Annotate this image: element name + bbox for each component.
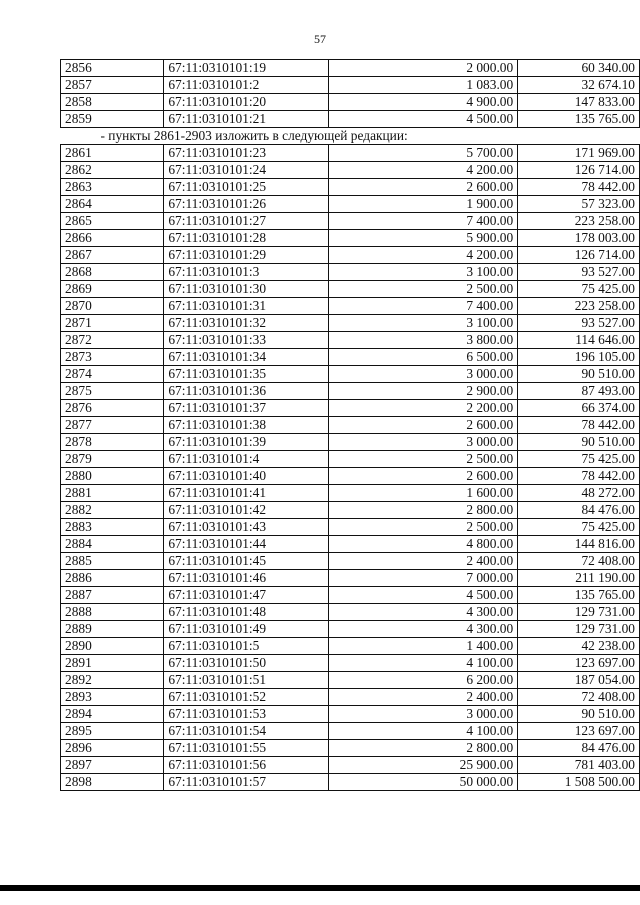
- amendment-note: - пункты 2861-2903 изложить в следующей редакции:: [61, 128, 640, 145]
- row-number-cell: 2880: [61, 468, 164, 485]
- cadastral-number-cell: 67:11:0310101:5: [164, 638, 328, 655]
- cadastral-number-cell: 67:11:0310101:47: [164, 587, 328, 604]
- cadastral-number-cell: 67:11:0310101:19: [164, 60, 328, 77]
- value-cell: 781 403.00: [518, 757, 640, 774]
- table-row: [61, 213, 640, 230]
- value-cell: 126 714.00: [518, 162, 640, 179]
- table-row: [61, 434, 640, 451]
- value-cell: 60 340.00: [518, 60, 640, 77]
- value-cell: 90 510.00: [518, 706, 640, 723]
- value-cell: 129 731.00: [518, 604, 640, 621]
- value-cell: 32 674.10: [518, 77, 640, 94]
- cadastral-number-cell: 67:11:0310101:41: [164, 485, 328, 502]
- value-cell: 57 323.00: [518, 196, 640, 213]
- row-number-cell: 2893: [61, 689, 164, 706]
- row-number-cell: 2871: [61, 315, 164, 332]
- area-cell: 2 800.00: [328, 502, 518, 519]
- row-number-cell: 2881: [61, 485, 164, 502]
- row-number-cell: 2896: [61, 740, 164, 757]
- area-cell: 1 400.00: [328, 638, 518, 655]
- value-cell: 42 238.00: [518, 638, 640, 655]
- cadastral-number-cell: 67:11:0310101:45: [164, 553, 328, 570]
- table-row: [61, 774, 640, 791]
- row-number-cell: 2859: [61, 111, 164, 128]
- area-cell: 4 900.00: [328, 94, 518, 111]
- page-bottom-rule: [0, 885, 640, 891]
- cadastral-number-cell: 67:11:0310101:43: [164, 519, 328, 536]
- row-number-cell: 2869: [61, 281, 164, 298]
- table-row: [61, 757, 640, 774]
- row-number-cell: 2856: [61, 60, 164, 77]
- cadastral-number-cell: 67:11:0310101:44: [164, 536, 328, 553]
- area-cell: 4 500.00: [328, 587, 518, 604]
- table-row: [61, 723, 640, 740]
- area-cell: 3 000.00: [328, 366, 518, 383]
- value-cell: 123 697.00: [518, 723, 640, 740]
- table-row: [61, 485, 640, 502]
- area-cell: 3 000.00: [328, 706, 518, 723]
- area-cell: 1 083.00: [328, 77, 518, 94]
- area-cell: 4 200.00: [328, 162, 518, 179]
- row-number-cell: 2872: [61, 332, 164, 349]
- table-row: [61, 400, 640, 417]
- table-row: [61, 77, 640, 94]
- area-cell: 7 000.00: [328, 570, 518, 587]
- cadastral-number-cell: 67:11:0310101:53: [164, 706, 328, 723]
- cadastral-number-cell: 67:11:0310101:52: [164, 689, 328, 706]
- cadastral-number-cell: 67:11:0310101:48: [164, 604, 328, 621]
- area-cell: 4 100.00: [328, 655, 518, 672]
- value-cell: 171 969.00: [518, 145, 640, 162]
- cadastral-number-cell: 67:11:0310101:46: [164, 570, 328, 587]
- value-cell: 75 425.00: [518, 451, 640, 468]
- cadastral-number-cell: 67:11:0310101:33: [164, 332, 328, 349]
- value-cell: 87 493.00: [518, 383, 640, 400]
- row-number-cell: 2895: [61, 723, 164, 740]
- table-row: [61, 111, 640, 128]
- cadastral-number-cell: 67:11:0310101:26: [164, 196, 328, 213]
- value-cell: 135 765.00: [518, 111, 640, 128]
- table-row: [61, 519, 640, 536]
- area-cell: 2 400.00: [328, 553, 518, 570]
- area-cell: 2 800.00: [328, 740, 518, 757]
- row-number-cell: 2897: [61, 757, 164, 774]
- area-cell: 6 200.00: [328, 672, 518, 689]
- table-row: [61, 417, 640, 434]
- row-number-cell: 2884: [61, 536, 164, 553]
- row-number-cell: 2889: [61, 621, 164, 638]
- table-row: [61, 655, 640, 672]
- row-number-cell: 2885: [61, 553, 164, 570]
- area-cell: 3 800.00: [328, 332, 518, 349]
- value-cell: 135 765.00: [518, 587, 640, 604]
- cadastral-number-cell: 67:11:0310101:34: [164, 349, 328, 366]
- table-row: [61, 145, 640, 162]
- row-number-cell: 2877: [61, 417, 164, 434]
- cadastral-number-cell: 67:11:0310101:38: [164, 417, 328, 434]
- amendment-note-row: [61, 128, 640, 145]
- value-cell: 78 442.00: [518, 468, 640, 485]
- area-cell: 2 600.00: [328, 417, 518, 434]
- value-cell: 90 510.00: [518, 434, 640, 451]
- row-number-cell: 2870: [61, 298, 164, 315]
- row-number-cell: 2866: [61, 230, 164, 247]
- table-row: [61, 502, 640, 519]
- value-cell: 72 408.00: [518, 553, 640, 570]
- value-cell: 75 425.00: [518, 281, 640, 298]
- value-cell: 126 714.00: [518, 247, 640, 264]
- cadastral-number-cell: 67:11:0310101:37: [164, 400, 328, 417]
- table-row: [61, 264, 640, 281]
- area-cell: 5 700.00: [328, 145, 518, 162]
- area-cell: 2 600.00: [328, 179, 518, 196]
- value-cell: 114 646.00: [518, 332, 640, 349]
- cadastral-number-cell: 67:11:0310101:31: [164, 298, 328, 315]
- table-row: [61, 706, 640, 723]
- table-body: [61, 60, 640, 791]
- table-row: [61, 536, 640, 553]
- table-row: [61, 604, 640, 621]
- value-cell: 84 476.00: [518, 502, 640, 519]
- table-row: [61, 162, 640, 179]
- row-number-cell: 2878: [61, 434, 164, 451]
- cadastral-number-cell: 67:11:0310101:49: [164, 621, 328, 638]
- value-cell: 123 697.00: [518, 655, 640, 672]
- area-cell: 1 600.00: [328, 485, 518, 502]
- cadastral-number-cell: 67:11:0310101:56: [164, 757, 328, 774]
- table-row: [61, 366, 640, 383]
- cadastral-number-cell: 67:11:0310101:57: [164, 774, 328, 791]
- table-row: [61, 570, 640, 587]
- cadastral-number-cell: 67:11:0310101:42: [164, 502, 328, 519]
- value-cell: 1 508 500.00: [518, 774, 640, 791]
- cadastral-number-cell: 67:11:0310101:24: [164, 162, 328, 179]
- table-row: [61, 587, 640, 604]
- area-cell: 3 100.00: [328, 315, 518, 332]
- page-number: 57: [314, 32, 326, 46]
- value-cell: 223 258.00: [518, 298, 640, 315]
- value-cell: 78 442.00: [518, 417, 640, 434]
- area-cell: 3 100.00: [328, 264, 518, 281]
- area-cell: 4 500.00: [328, 111, 518, 128]
- area-cell: 2 600.00: [328, 468, 518, 485]
- value-cell: 90 510.00: [518, 366, 640, 383]
- row-number-cell: 2867: [61, 247, 164, 264]
- table-row: [61, 247, 640, 264]
- area-cell: 2 500.00: [328, 451, 518, 468]
- table-row: [61, 740, 640, 757]
- cadastral-number-cell: 67:11:0310101:4: [164, 451, 328, 468]
- area-cell: 2 500.00: [328, 519, 518, 536]
- row-number-cell: 2865: [61, 213, 164, 230]
- cadastral-number-cell: 67:11:0310101:55: [164, 740, 328, 757]
- cadastral-number-cell: 67:11:0310101:3: [164, 264, 328, 281]
- area-cell: 4 200.00: [328, 247, 518, 264]
- table-row: [61, 196, 640, 213]
- row-number-cell: 2887: [61, 587, 164, 604]
- area-cell: 2 400.00: [328, 689, 518, 706]
- row-number-cell: 2890: [61, 638, 164, 655]
- value-cell: 48 272.00: [518, 485, 640, 502]
- table-row: [61, 281, 640, 298]
- row-number-cell: 2886: [61, 570, 164, 587]
- cadastral-number-cell: 67:11:0310101:39: [164, 434, 328, 451]
- table-row: [61, 179, 640, 196]
- value-cell: 66 374.00: [518, 400, 640, 417]
- cadastral-number-cell: 67:11:0310101:28: [164, 230, 328, 247]
- cadastral-number-cell: 67:11:0310101:36: [164, 383, 328, 400]
- table-row: [61, 383, 640, 400]
- row-number-cell: 2891: [61, 655, 164, 672]
- table-row: [61, 60, 640, 77]
- value-cell: 144 816.00: [518, 536, 640, 553]
- area-cell: 2 200.00: [328, 400, 518, 417]
- row-number-cell: 2868: [61, 264, 164, 281]
- row-number-cell: 2857: [61, 77, 164, 94]
- cadastral-number-cell: 67:11:0310101:50: [164, 655, 328, 672]
- area-cell: 4 300.00: [328, 604, 518, 621]
- area-cell: 7 400.00: [328, 213, 518, 230]
- row-number-cell: 2861: [61, 145, 164, 162]
- row-number-cell: 2863: [61, 179, 164, 196]
- row-number-cell: 2875: [61, 383, 164, 400]
- area-cell: 4 800.00: [328, 536, 518, 553]
- cadastral-table: [60, 59, 640, 791]
- table-row: [61, 553, 640, 570]
- table-row: [61, 672, 640, 689]
- value-cell: 129 731.00: [518, 621, 640, 638]
- table-row: [61, 332, 640, 349]
- area-cell: 2 000.00: [328, 60, 518, 77]
- row-number-cell: 2876: [61, 400, 164, 417]
- table-row: [61, 94, 640, 111]
- row-number-cell: 2892: [61, 672, 164, 689]
- value-cell: 75 425.00: [518, 519, 640, 536]
- table-row: [61, 468, 640, 485]
- row-number-cell: 2883: [61, 519, 164, 536]
- row-number-cell: 2864: [61, 196, 164, 213]
- cadastral-number-cell: 67:11:0310101:32: [164, 315, 328, 332]
- value-cell: 196 105.00: [518, 349, 640, 366]
- table-row: [61, 451, 640, 468]
- table-row: [61, 621, 640, 638]
- value-cell: 78 442.00: [518, 179, 640, 196]
- table-row: [61, 230, 640, 247]
- cadastral-number-cell: 67:11:0310101:51: [164, 672, 328, 689]
- row-number-cell: 2894: [61, 706, 164, 723]
- value-cell: 223 258.00: [518, 213, 640, 230]
- area-cell: 4 300.00: [328, 621, 518, 638]
- cadastral-number-cell: 67:11:0310101:23: [164, 145, 328, 162]
- value-cell: 84 476.00: [518, 740, 640, 757]
- row-number-cell: 2873: [61, 349, 164, 366]
- row-number-cell: 2882: [61, 502, 164, 519]
- value-cell: 93 527.00: [518, 264, 640, 281]
- cadastral-number-cell: 67:11:0310101:40: [164, 468, 328, 485]
- area-cell: 50 000.00: [328, 774, 518, 791]
- value-cell: 147 833.00: [518, 94, 640, 111]
- cadastral-number-cell: 67:11:0310101:30: [164, 281, 328, 298]
- value-cell: 178 003.00: [518, 230, 640, 247]
- value-cell: 211 190.00: [518, 570, 640, 587]
- cadastral-number-cell: 67:11:0310101:27: [164, 213, 328, 230]
- cadastral-number-cell: 67:11:0310101:25: [164, 179, 328, 196]
- table-row: [61, 689, 640, 706]
- row-number-cell: 2858: [61, 94, 164, 111]
- row-number-cell: 2862: [61, 162, 164, 179]
- area-cell: 25 900.00: [328, 757, 518, 774]
- area-cell: 4 100.00: [328, 723, 518, 740]
- row-number-cell: 2874: [61, 366, 164, 383]
- cadastral-number-cell: 67:11:0310101:2: [164, 77, 328, 94]
- area-cell: 3 000.00: [328, 434, 518, 451]
- cadastral-number-cell: 67:11:0310101:21: [164, 111, 328, 128]
- table-row: [61, 298, 640, 315]
- area-cell: 7 400.00: [328, 298, 518, 315]
- area-cell: 1 900.00: [328, 196, 518, 213]
- cadastral-number-cell: 67:11:0310101:29: [164, 247, 328, 264]
- table-row: [61, 315, 640, 332]
- cadastral-number-cell: 67:11:0310101:35: [164, 366, 328, 383]
- value-cell: 72 408.00: [518, 689, 640, 706]
- row-number-cell: 2879: [61, 451, 164, 468]
- row-number-cell: 2898: [61, 774, 164, 791]
- table-row: [61, 349, 640, 366]
- area-cell: 2 900.00: [328, 383, 518, 400]
- area-cell: 2 500.00: [328, 281, 518, 298]
- area-cell: 6 500.00: [328, 349, 518, 366]
- cadastral-number-cell: 67:11:0310101:54: [164, 723, 328, 740]
- value-cell: 187 054.00: [518, 672, 640, 689]
- cadastral-number-cell: 67:11:0310101:20: [164, 94, 328, 111]
- table-row: [61, 638, 640, 655]
- value-cell: 93 527.00: [518, 315, 640, 332]
- area-cell: 5 900.00: [328, 230, 518, 247]
- row-number-cell: 2888: [61, 604, 164, 621]
